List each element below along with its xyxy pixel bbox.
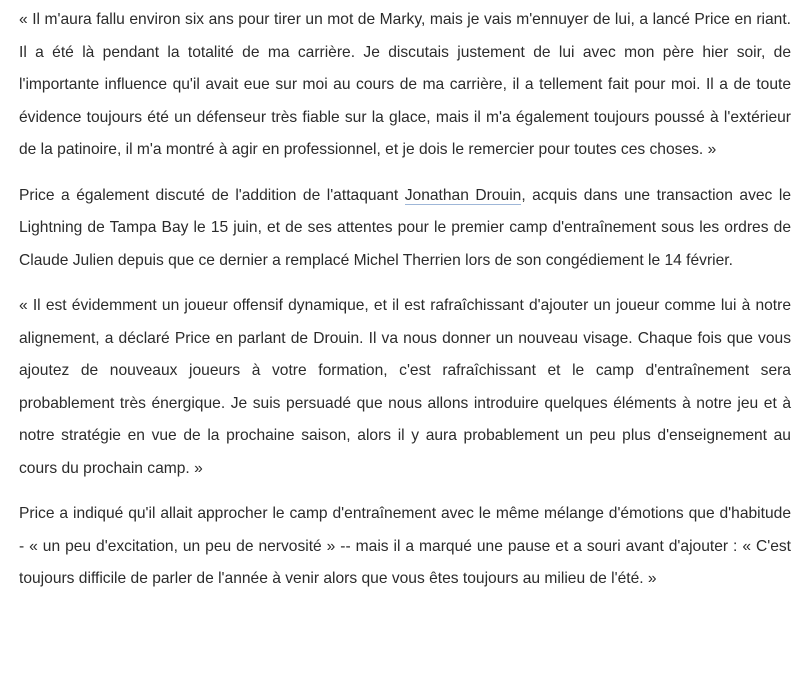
paragraph-text-before-link: Price a également discuté de l'addition de l'attaquant xyxy=(19,186,405,204)
paragraph-text-after-link: , acquis dans une transaction avec le Lightning de Tampa Bay le 15 juin, et de ses attentes pour le premier camp d'entraînement sous les ordres de Claude Julien depuis que ce dernier a remplacé Michel Therrien lors de son congédiement le 14 février. xyxy=(19,186,791,269)
article-body xyxy=(19,4,791,609)
paragraph-training-camp: Price a indiqué qu'il allait approcher le camp d'entraînement avec le même mélange d'émotions que d'habitude - « un peu d'excitation, un peu de nervosité » -- mais il a marqué une pause et a souri avant d'ajouter : « C'est toujours difficile de parler de l'année à venir alors que vous êtes toujours au milieu de l'été. » xyxy=(19,505,791,587)
jonathan-drouin-link[interactable]: Jonathan Drouin xyxy=(404,186,522,204)
paragraph-marky-quote: « Il m'aura fallu environ six ans pour tirer un mot de Marky, mais je vais m'ennuyer de lui, a lancé Price en riant. Il a été là pendant la totalité de ma carrière. Je discutais justement de lui avec mon père hier soir, de l'importante influence qu'il avait eue sur moi au cours de ma carrière, il a tellement fait pour moi. Il a de toute évidence toujours été un défenseur très fiable sur la glace, mais il m'a également toujours poussé à l'extérieur de la patinoire, il m'a montré à agir en professionnel, et je dois le remercier pour toutes ces choses. » xyxy=(19,11,791,158)
paragraph-drouin-acquisition xyxy=(19,180,791,278)
paragraph-drouin-quote: « Il est évidemment un joueur offensif dynamique, et il est rafraîchissant d'ajouter un joueur comme lui à notre alignement, a déclaré Price en parlant de Drouin. Il va nous donner un nouveau visage. Chaque fois que vous ajoutez de nouveaux joueurs à votre formation, c'est rafraîchissant et le camp d'entraînement sera probablement très énergique. Je suis persuadé que nous allons introduire quelques éléments à notre jeu et à notre stratégie en vue de la prochaine saison, alors il y aura probablement un peu plus d'enseignement au cours du prochain camp. » xyxy=(19,297,791,477)
